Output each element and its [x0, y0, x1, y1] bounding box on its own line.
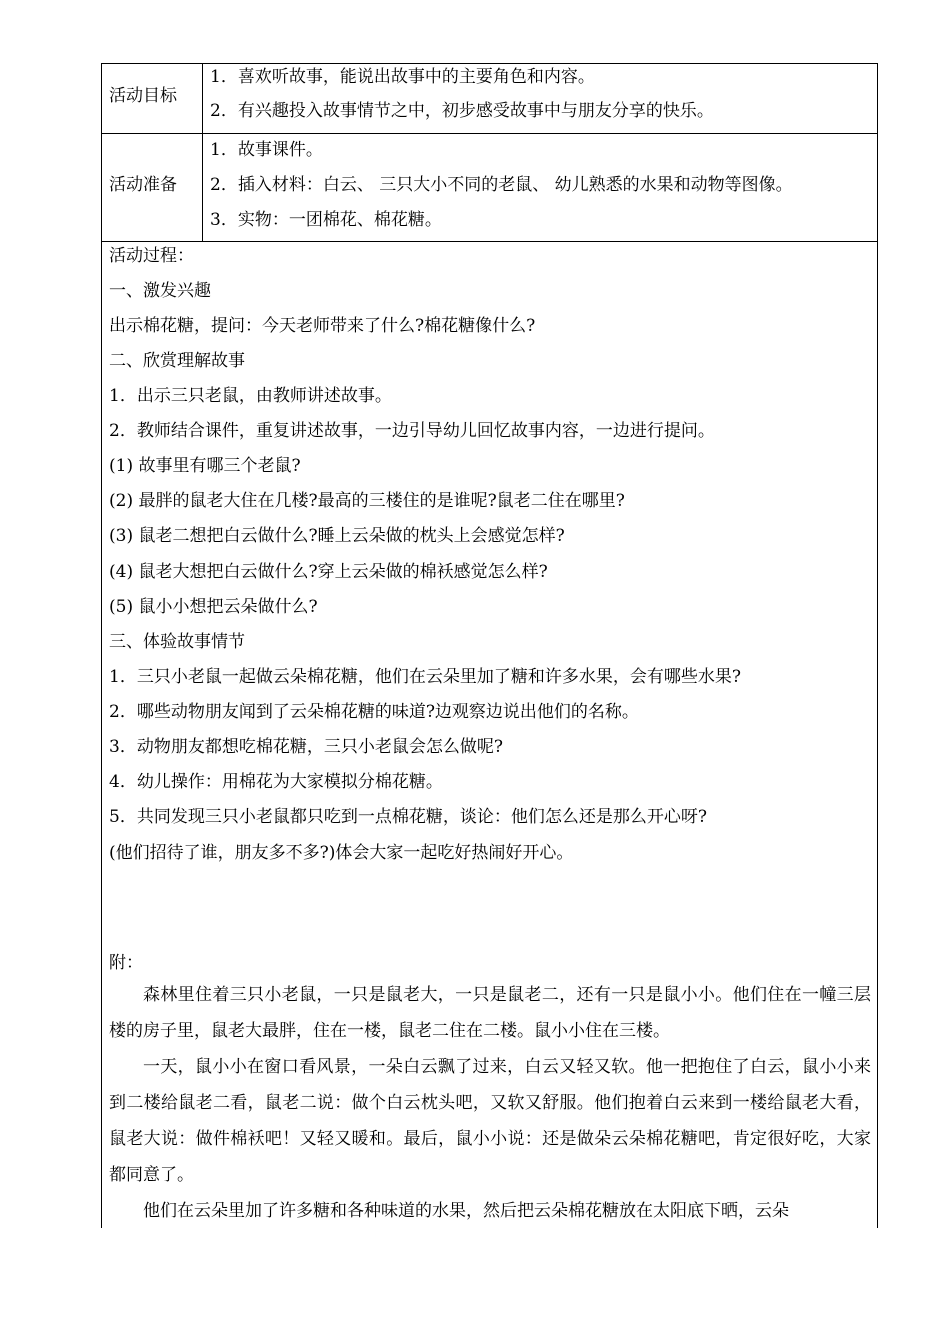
section-heading-3: 三、体验故事情节 — [109, 632, 245, 652]
table-border-top — [101, 63, 878, 64]
process-line: 2．教师结合课件，重复讲述故事，一边引导幼儿回忆故事内容，一边进行提问。 — [109, 421, 715, 441]
table-border-col-divider — [202, 63, 203, 241]
process-line: 1．三只小老鼠一起做云朵棉花糖，他们在云朵里加了糖和许多水果，会有哪些水果? — [109, 667, 741, 687]
goals-label: 活动目标 — [109, 86, 177, 106]
goals-item-2: 2．有兴趣投入故事情节之中，初步感受故事中与朋友分享的快乐。 — [210, 101, 714, 121]
story-paragraph-1: 森林里住着三只小老鼠，一只是鼠老大，一只是鼠老二，还有一只是鼠小小。他们住在一幢三层楼的房子里，鼠老大最胖，住在一楼，鼠老二住在二楼。鼠小小住在三楼。 — [109, 985, 871, 1041]
process-line: 1．出示三只老鼠，由教师讲述故事。 — [109, 386, 392, 406]
process-heading: 活动过程： — [109, 246, 194, 266]
process-line: 5．共同发现三只小老鼠都只吃到一点棉花糖，谈论：他们怎么还是那么开心呀? — [109, 807, 707, 827]
table-border-left — [101, 63, 102, 1228]
process-line: 出示棉花糖，提问：今天老师带来了什么?棉花糖像什么? — [109, 316, 536, 336]
story-paragraph-3: 他们在云朵里加了许多糖和各种味道的水果，然后把云朵棉花糖放在太阳底下晒，云朵 — [143, 1201, 789, 1221]
process-line: 4．幼儿操作：用棉花为大家模拟分棉花糖。 — [109, 772, 443, 792]
process-line: 2．哪些动物朋友闻到了云朵棉花糖的味道?边观察边说出他们的名称。 — [109, 702, 639, 722]
section-heading-2: 二、欣赏理解故事 — [109, 351, 245, 371]
question-line: (3) 鼠老二想把白云做什么?睡上云朵做的枕头上会感觉怎样? — [109, 526, 565, 546]
appendix-label: 附： — [109, 953, 143, 973]
question-line: (1) 故事里有哪三个老鼠? — [109, 456, 301, 476]
table-border-row1 — [101, 133, 878, 134]
process-line: (他们招待了谁，朋友多不多?)体会大家一起吃好热闹好开心。 — [109, 843, 574, 863]
story-paragraph-2: 一天，鼠小小在窗口看风景，一朵白云飘了过来，白云又轻又软。他一把抱住了白云，鼠小小来到二楼给鼠老二看，鼠老二说：做个白云枕头吧，又软又舒服。他们抱着白云来到一楼给鼠老大看，鼠老大说：做件棉袄吧！又轻又暖和。最后，鼠小小说：还是做朵云朵棉花糖吧，肯定很好吃，大家都同意了。 — [109, 1057, 871, 1185]
section-heading-1: 一、激发兴趣 — [109, 281, 211, 301]
question-line: (2) 最胖的鼠老大住在几楼?最高的三楼住的是谁呢?鼠老二住在哪里? — [109, 491, 625, 511]
prep-item-1: 1．故事课件。 — [210, 140, 323, 160]
prep-label: 活动准备 — [109, 175, 177, 195]
story-text — [109, 977, 871, 1229]
question-line: (4) 鼠老大想把白云做什么?穿上云朵做的棉袄感觉怎么样? — [109, 562, 548, 582]
table-border-row2 — [101, 241, 878, 242]
prep-item-2: 2．插入材料：白云、 三只大小不同的老鼠、 幼儿熟悉的水果和动物等图像。 — [210, 175, 793, 195]
goals-item-1: 1．喜欢听故事，能说出故事中的主要角色和内容。 — [210, 67, 595, 87]
process-line: 3．动物朋友都想吃棉花糖，三只小老鼠会怎么做呢? — [109, 737, 503, 757]
table-border-right — [877, 63, 878, 1228]
prep-item-3: 3．实物：一团棉花、棉花糖。 — [210, 210, 442, 230]
question-line: (5) 鼠小小想把云朵做什么? — [109, 597, 318, 617]
